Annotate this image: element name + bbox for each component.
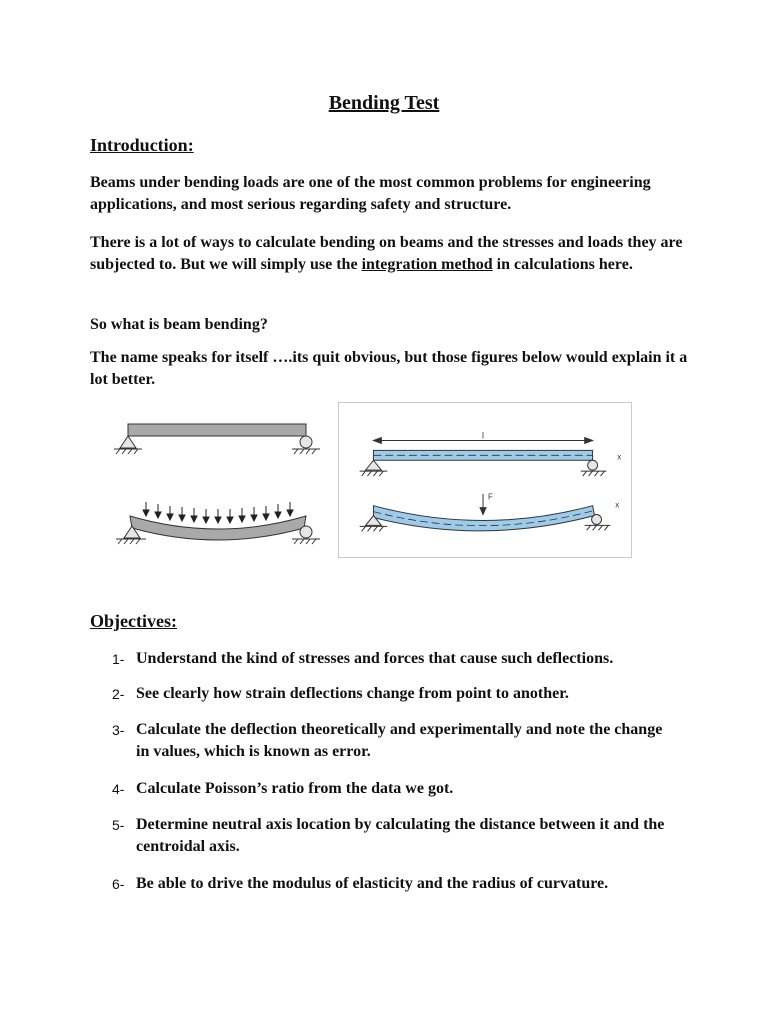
objective-text: Be able to drive the modulus of elasticity and the radius of curvature.	[136, 875, 609, 892]
objective-number: 3-	[112, 722, 125, 738]
objective-item	[112, 719, 672, 763]
pin-support-left-top	[114, 436, 142, 454]
gray-beam-straight	[128, 424, 306, 436]
objective-number: 5-	[112, 817, 125, 833]
objective-item	[112, 648, 672, 670]
objectives-heading: Objectives:	[90, 611, 177, 631]
pin-support-left-top-blue	[360, 460, 388, 476]
objective-number: 4-	[112, 781, 125, 797]
axis-label-bottom: x	[615, 500, 620, 510]
roller-support-right-top-blue	[581, 460, 607, 476]
intro-p2-after: in calculations here.	[492, 256, 633, 273]
introduction-heading: Introduction:	[90, 135, 194, 155]
objective-item	[112, 683, 672, 705]
beam-bending-figure-blue	[338, 402, 632, 558]
intro-paragraph-3: So what is beam bending?	[90, 316, 268, 333]
force-label: F	[487, 492, 493, 502]
distributed-load-arrows	[143, 502, 293, 523]
objective-text: Understand the kind of stresses and forces that cause such deflections.	[136, 650, 614, 667]
objective-item	[112, 778, 672, 800]
beam-bending-figure-gray	[104, 406, 336, 556]
objective-text: Calculate the deflection theoretically and experimentally and note the change in values, which is known as error.	[136, 721, 663, 760]
integration-method-text: integration method	[361, 256, 493, 273]
roller-support-right-top	[292, 436, 320, 454]
objective-number: 2-	[112, 686, 125, 702]
intro-paragraph-1: Beams under bending loads are one of the most common problems for engineering applications, and most serious regarding safety and structure.	[90, 174, 651, 213]
intro-paragraph-4: The name speaks for itself ….its quit obvious, but those figures below would explain it a lot better.	[90, 349, 688, 388]
intro-paragraph-2	[90, 232, 690, 276]
length-label: l	[482, 430, 485, 441]
objective-item	[112, 814, 672, 858]
axis-label-top: x	[617, 452, 622, 462]
objective-text: See clearly how strain deflections change from point to another.	[136, 685, 569, 702]
point-load-arrow	[480, 494, 486, 515]
intro-p2-before: There is a lot of ways to calculate bending on beams and the stresses and loads they are subjected to. But we will simply use the	[90, 234, 683, 273]
objective-text: Calculate Poisson’s ratio from the data we got.	[136, 780, 454, 797]
objective-item	[112, 873, 672, 895]
objective-number: 6-	[112, 876, 125, 892]
title-text: Bending Test	[328, 92, 440, 114]
objective-number: 1-	[112, 651, 125, 667]
page-title	[0, 92, 768, 115]
objective-text: Determine neutral axis location by calculating the distance between it and the centroidal axis.	[136, 816, 665, 855]
